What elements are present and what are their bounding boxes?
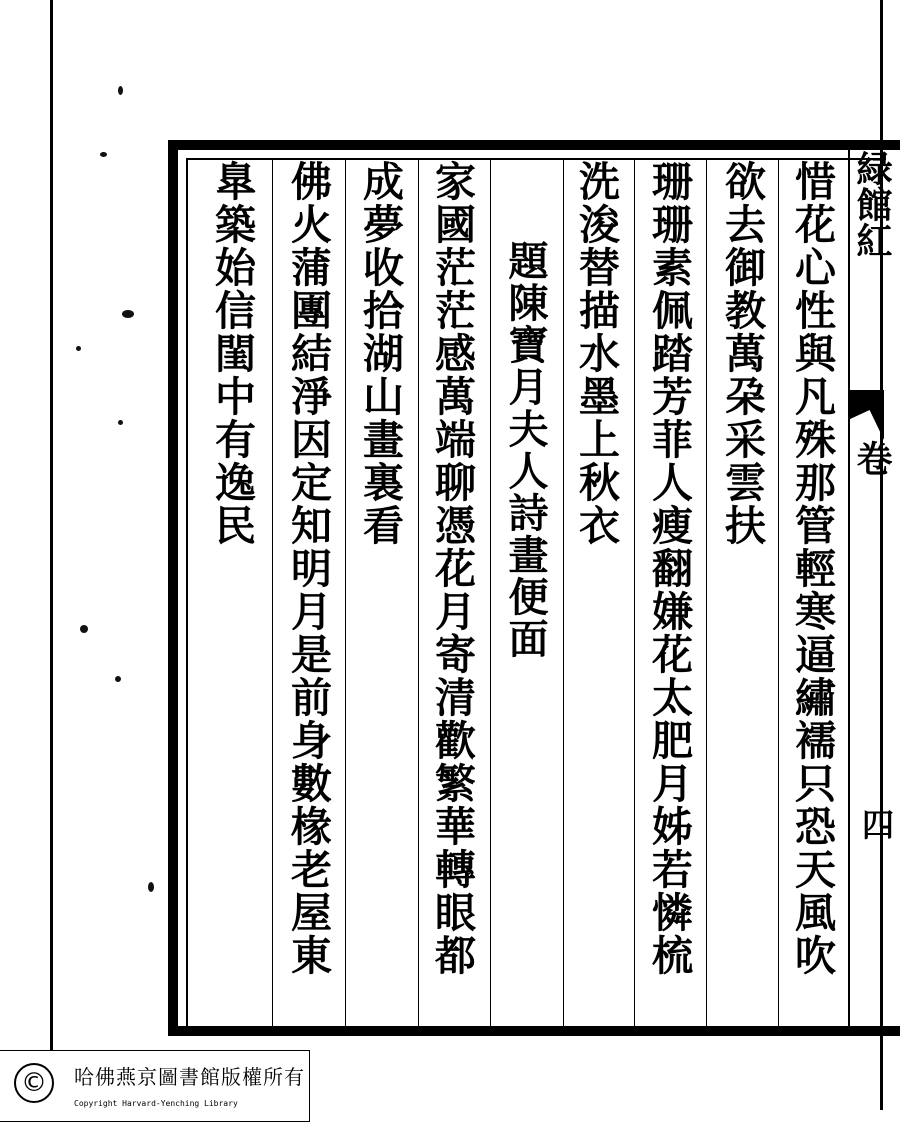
column-divider bbox=[778, 160, 779, 1030]
column-divider bbox=[345, 160, 346, 1030]
copyright-english: Copyright Harvard-Yenching Library bbox=[74, 1099, 238, 1108]
margin-book-title: 緑館紅 bbox=[851, 150, 893, 258]
ink-speck bbox=[80, 625, 88, 633]
fold-margin bbox=[848, 150, 893, 1030]
ink-speck bbox=[100, 152, 107, 157]
column-divider bbox=[634, 160, 635, 1030]
column-divider bbox=[418, 160, 419, 1030]
ink-speck bbox=[118, 86, 123, 95]
poem-title: 題陳寶月夫人詩畫便面 bbox=[502, 240, 549, 660]
ink-speck bbox=[122, 310, 134, 318]
text-column-9: 臯築始信閨中有逸民 bbox=[208, 160, 256, 547]
ink-speck bbox=[148, 882, 154, 892]
text-column-4: 洗浚替描水墨上秋衣 bbox=[572, 160, 620, 547]
ink-speck bbox=[76, 346, 81, 351]
page-edge-left bbox=[50, 0, 53, 1050]
column-divider bbox=[563, 160, 564, 1030]
text-column-1: 惜花心性與凡殊那管輕寒逼繡襦只恐天風吹 bbox=[788, 160, 836, 977]
text-column-8: 佛火蒲團結淨因定知明月是前身數椽老屋東 bbox=[284, 160, 332, 977]
margin-volume-number: 四 bbox=[862, 806, 895, 844]
copyright-stamp bbox=[0, 1050, 310, 1122]
text-column-6: 家國茫茫感萬端聊憑花月寄清歡繁華轉眼都 bbox=[428, 160, 476, 977]
column-divider bbox=[706, 160, 707, 1030]
text-column-3: 珊珊素佩踏芳菲人瘦翻嫌花太肥月姊若憐梳 bbox=[645, 160, 693, 977]
margin-juan-label: 卷 bbox=[851, 440, 893, 476]
copyright-icon: © bbox=[14, 1063, 54, 1103]
ink-speck bbox=[115, 676, 121, 682]
column-divider bbox=[490, 160, 491, 1030]
ink-speck bbox=[118, 420, 123, 425]
copyright-chinese: 哈佛燕京圖書館版權所有 bbox=[74, 1065, 305, 1089]
text-column-2: 欲去御教萬朶采雲扶 bbox=[718, 160, 766, 547]
column-divider bbox=[272, 160, 273, 1030]
text-column-7: 成夢收拾湖山畫裏看 bbox=[356, 160, 404, 547]
